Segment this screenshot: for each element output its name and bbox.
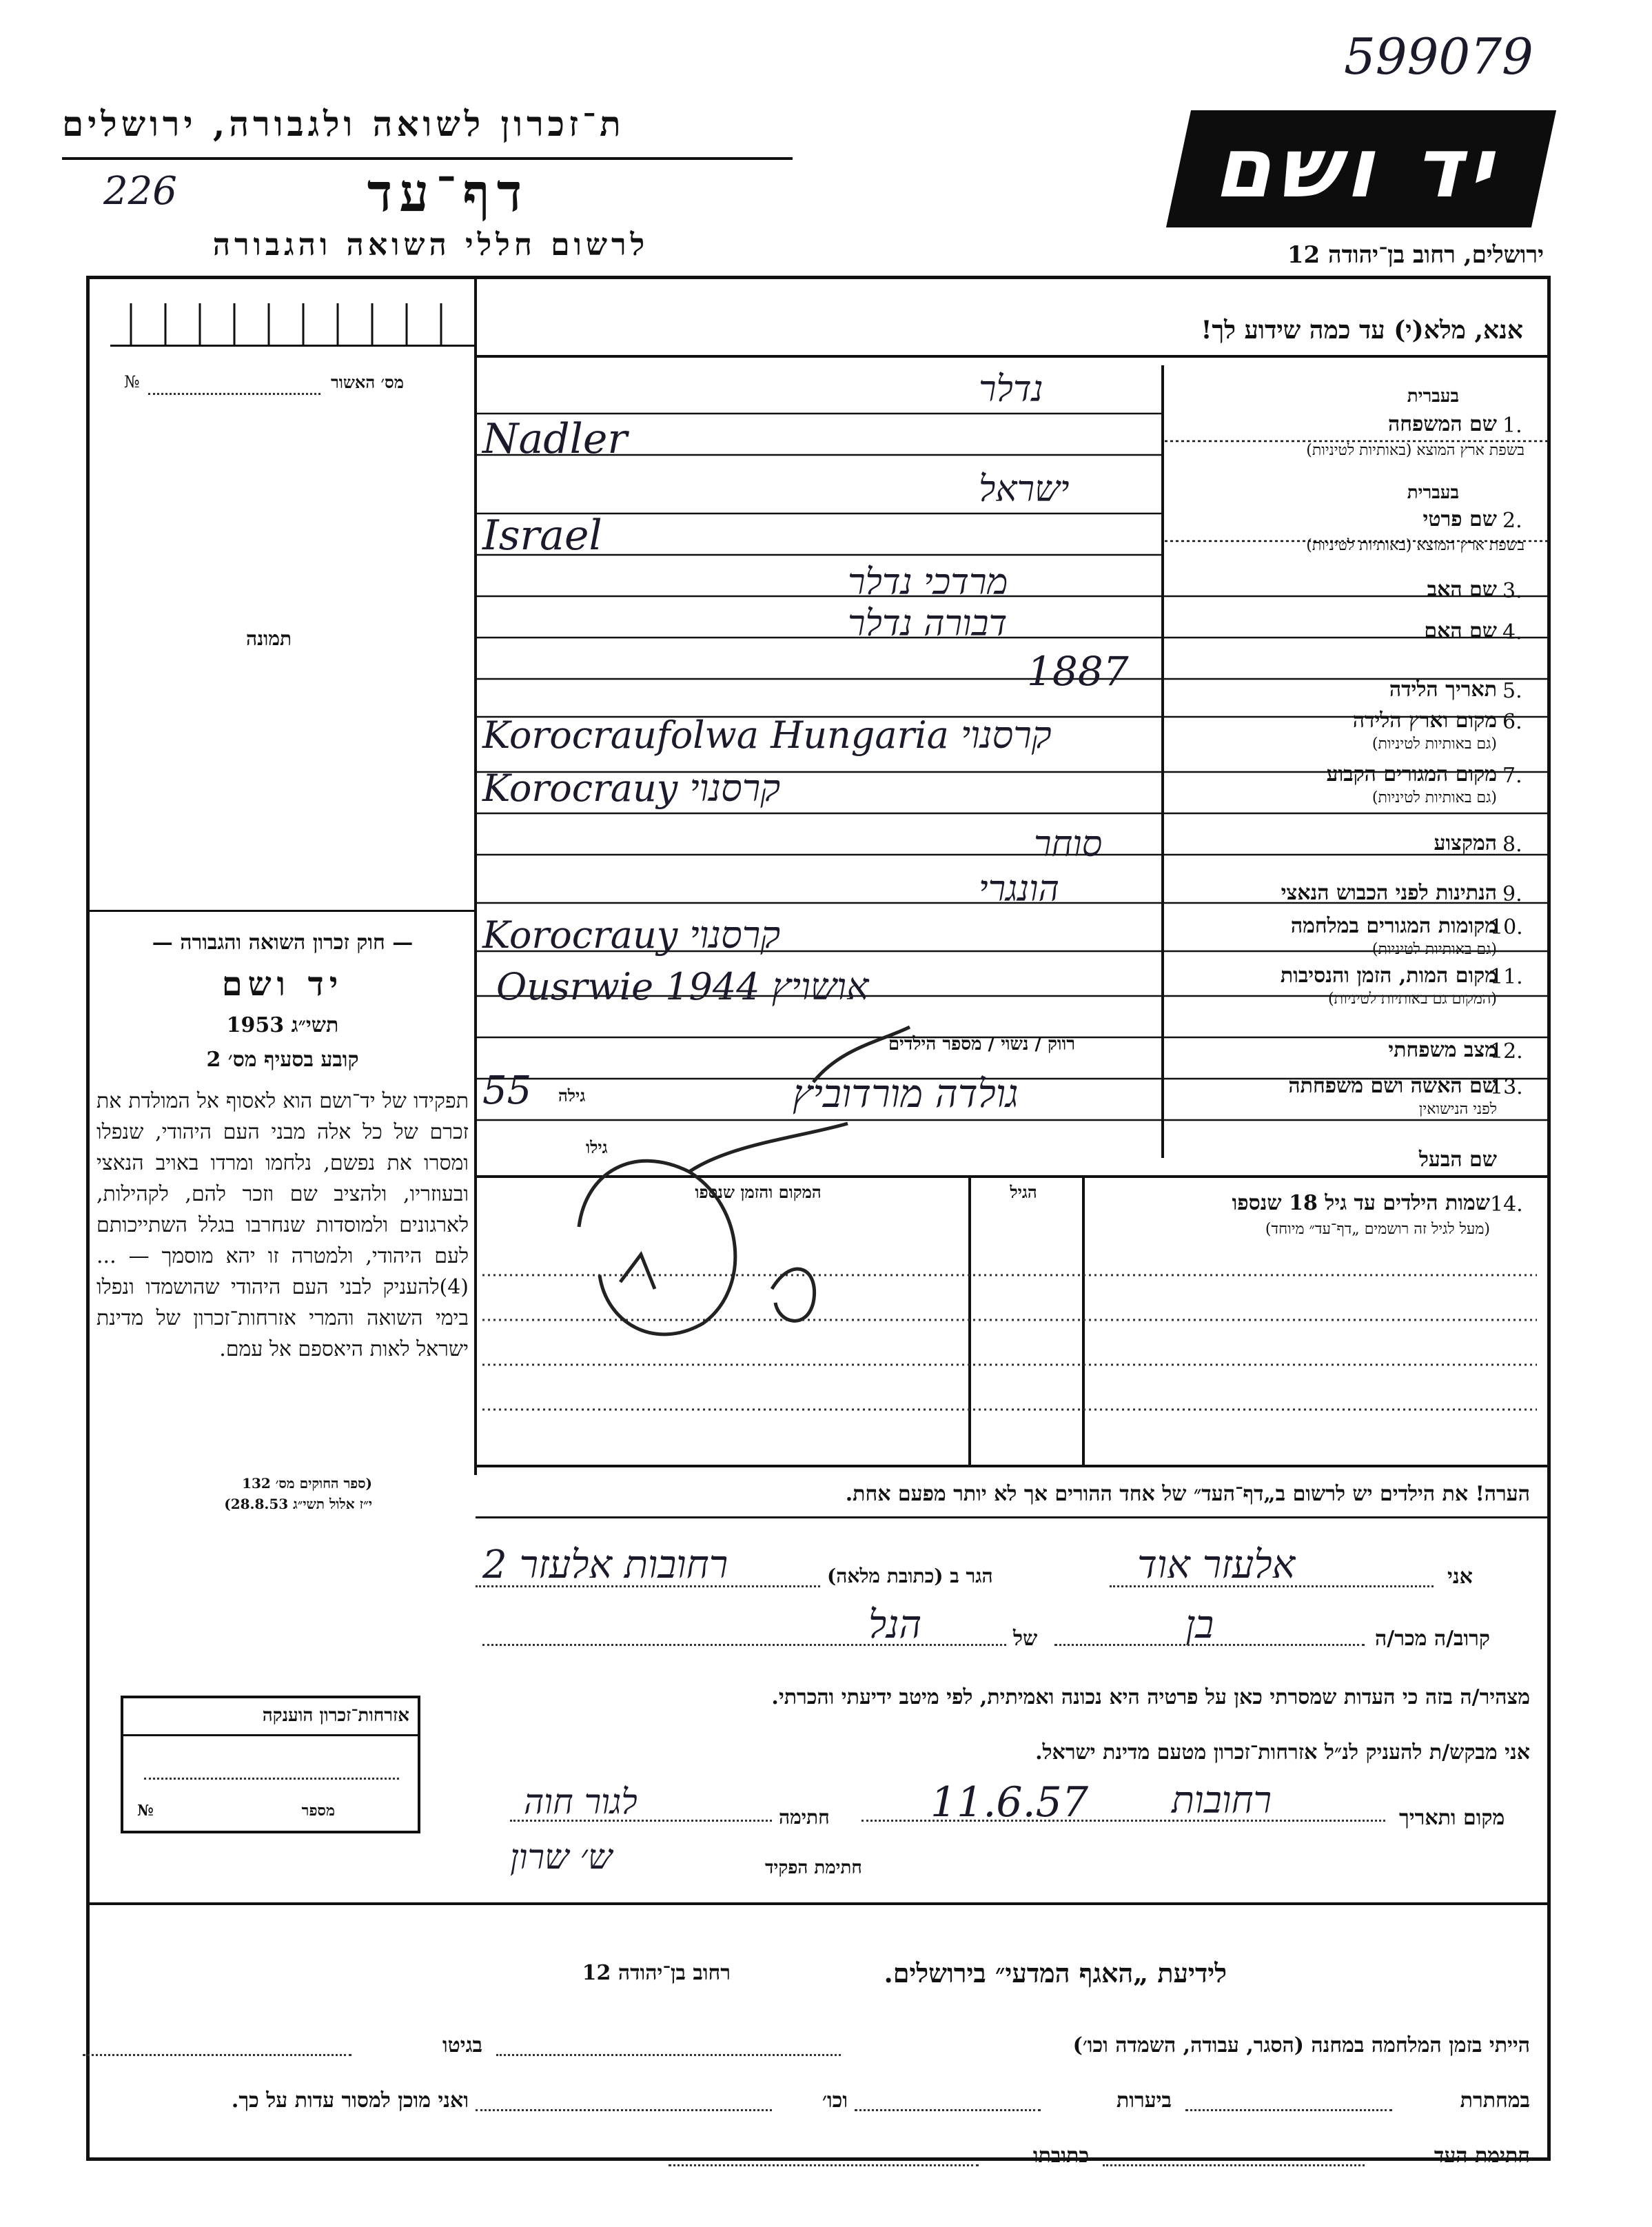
footer-line2-b: ביערות <box>1116 2088 1172 2113</box>
field-6-value[interactable]: Korocraufolwa Hungaria קרסנוי <box>482 713 1052 757</box>
field-13-label: שם האשה ושם משפחתה <box>1288 1074 1497 1098</box>
field-1-heb-value[interactable]: נדלר <box>979 369 1043 410</box>
yad-vashem-logo <box>1166 110 1556 227</box>
field-5-label: תאריך הלידה <box>1389 678 1497 702</box>
witness-resident-value[interactable]: רחובות אלעזר 2 <box>482 1543 728 1587</box>
intro-rule <box>476 355 1551 358</box>
field-5-num: 5. <box>1502 679 1522 703</box>
field-2-heb-prefix: בעברית <box>1407 482 1459 503</box>
witness-relative-line <box>1054 1644 1365 1646</box>
field-1-heb-prefix: בעברית <box>1407 386 1459 407</box>
field-3-num: 3. <box>1502 579 1522 603</box>
witness-relative-label: קרוב/ה מכר/ה <box>1375 1627 1490 1651</box>
citizenship-line[interactable] <box>144 1778 399 1780</box>
witness-of-label: של <box>1013 1627 1038 1651</box>
field-4-num: 4. <box>1502 620 1522 644</box>
field-2-sub: בשפת ארץ המוצא (באותיות לטיניות) <box>1306 537 1524 554</box>
children-place-header: המקום והזמן שנספו <box>695 1182 822 1202</box>
field-11-num: 11. <box>1490 965 1523 989</box>
header-rule <box>62 157 793 160</box>
field-7-label: מקום המגורים הקבוע <box>1326 762 1497 786</box>
field-2-label: שם פרטי <box>1422 507 1497 531</box>
field-13-num: 13. <box>1490 1075 1523 1099</box>
field-3-value[interactable]: מרדכי נדלר <box>848 562 1008 603</box>
footer-address: רחוב בן־יהודה 12 <box>582 1961 731 1985</box>
witness-place-value[interactable]: רחובות <box>1172 1778 1272 1822</box>
field-13-age-label: גילה <box>558 1086 586 1106</box>
approval-no: № <box>124 372 140 391</box>
husband-label: שם הבעל <box>1418 1148 1497 1172</box>
witness-declare: מצהיר/ה בזה כי העדות שמסרתי כאן על פרטיה היא נכונה ואמיתית, לפי מיטב ידיעתי והכרתי. <box>771 1685 1530 1709</box>
children-label: שמות הילדים עד גיל 18 שנספו <box>1232 1191 1490 1215</box>
intro-text: אנא, מלא(י) עד כמה שידוע לך! <box>1201 316 1523 345</box>
witness-official-label: חתימת הפקיד <box>765 1858 862 1878</box>
field-12-label: מצב משפחתי <box>1388 1038 1497 1062</box>
form-subtitle: לרשום חללי השואה והגבורה <box>212 227 649 263</box>
field-4-label: שם האם <box>1424 619 1497 643</box>
witness-official-value[interactable]: ש׳ שרון <box>510 1837 613 1877</box>
law-name: יד ושם <box>221 965 344 1004</box>
witness-signature-line <box>510 1820 772 1822</box>
citizenship-box <box>121 1696 420 1833</box>
footer-address-field[interactable] <box>669 2164 979 2166</box>
photo-bottom-rule <box>88 910 474 912</box>
law-source-1: (ספר החוקים מס׳ 132 <box>242 1475 372 1492</box>
footer-line1-a: הייתי בזמן המלחמה במחנה (הסגר, עבודה, השמדה וכו׳) <box>1072 2033 1530 2057</box>
citizenship-no-label: מספר <box>301 1802 335 1820</box>
field-9-value[interactable]: הונגרי <box>979 868 1060 910</box>
law-text: תפקידו של יד־ושם הוא לאסוף אל המולדת את זכרם של כל אלה מבני העם היהודי, שנפלו ומסרו את נפשם, נלחמו ומרדו באויב הנאצי ובעוזריו, ולהציב שם וזכר להם, לקהילות, לארגונים ולמוסדות שנחרבו בגלל השתייכותם לעם היהודי, ולמטרה זו יהא מוסמך — ...(4)להעניק לבני העם היהודי שהושמדו ונפלו בימי השואה והמרי אזרחות־זכרון של מדינת ישראל לאות היאספם אל עמם. <box>96 1089 469 1361</box>
field-11-value[interactable]: Ousrwie 1944 אושויץ <box>496 965 869 1008</box>
witness-request: אני מבקש/ת להעניק לנ״ל אזרחות־זכרון מטעם מדינת ישראל. <box>1035 1740 1530 1765</box>
footer-camp-field[interactable] <box>496 2054 841 2056</box>
children-bottom-rule <box>476 1465 1551 1467</box>
field-8-num: 8. <box>1502 833 1522 857</box>
footer-ghetto-field[interactable] <box>83 2054 351 2056</box>
approval-boxes <box>110 296 476 347</box>
footer-line1-b: בגיטו <box>442 2033 482 2057</box>
citizenship-title-rule <box>123 1734 418 1736</box>
org-line: ת־זכרון לשואה ולגבורה, ירושלים <box>62 103 625 144</box>
children-num: 14. <box>1490 1192 1523 1217</box>
law-source-2: י״ז אלול תשי״ג 28.8.53) <box>224 1496 372 1512</box>
witness-i-line <box>1110 1585 1434 1587</box>
footer-title: לידיעת „האגף המדעי״ בירושלים. <box>884 1957 1227 1989</box>
approval-field[interactable] <box>148 393 320 395</box>
field-10-sub: (גם באותיות לטיניות) <box>1371 941 1497 958</box>
photo-label: תמונה <box>245 627 292 650</box>
law-title: — חוק זכרון השואה והגבורה — <box>152 931 414 955</box>
stamp-number: 599079 <box>1344 28 1533 85</box>
footer-underground-field[interactable] <box>1185 2109 1392 2111</box>
field-8-label: המקצוע <box>1434 831 1497 855</box>
witness-of-value[interactable]: הנל <box>868 1603 922 1647</box>
field-6-sub: (גם באותיות לטיניות) <box>1371 735 1497 753</box>
approval-ticks <box>110 296 476 345</box>
footer-signature-field[interactable] <box>1103 2164 1365 2166</box>
note-text: הערה! את הילדים יש לרשום ב„דף־העד״ של אחד ההורים אך לא יותר מפעם אחת. <box>845 1482 1530 1506</box>
footer-etc-field[interactable] <box>476 2109 772 2111</box>
field-1-label: שם המשפחה <box>1387 412 1497 436</box>
field-9-num: 9. <box>1502 882 1522 906</box>
logo-text: יד ושם <box>1209 121 1513 216</box>
footer-line2-a: במחתרת <box>1460 2088 1530 2113</box>
field-8-value[interactable]: סוחר <box>1034 824 1103 865</box>
citizenship-title: אזרחות־זכרון הוענקה <box>262 1705 409 1726</box>
field-2-heb-value[interactable]: ישראל <box>979 469 1070 510</box>
witness-i-value[interactable]: אלעזר אוד <box>1137 1543 1296 1587</box>
law-year: תשי״ג 1953 <box>226 1013 339 1037</box>
field-11-label: מקום המות, הזמן והנסיבות <box>1280 964 1497 988</box>
note-rule <box>476 1516 1551 1518</box>
scribble-mark <box>524 965 1041 1351</box>
footer-rule <box>88 1902 1549 1905</box>
field-5-value[interactable]: 1887 <box>1027 648 1129 695</box>
field-7-value[interactable]: Korocrauy קרסנוי <box>482 766 781 810</box>
witness-i-label: אני <box>1447 1565 1473 1589</box>
page-number: 226 <box>103 169 177 214</box>
footer-line2-d: ואני מוכן למסור עדות על כך. <box>231 2088 469 2113</box>
witness-signature-label: חתימה <box>779 1806 830 1829</box>
form-title: דף־עד <box>367 162 529 223</box>
field-13-sub: לפני הנישואין <box>1418 1101 1497 1118</box>
field-11-sub: (המקום גם באותיות לטיניות) <box>1328 990 1497 1008</box>
address: ירושלים, רחוב בן־יהודה 12 <box>1287 241 1544 269</box>
field-6-num: 6. <box>1502 710 1522 734</box>
field-10-num: 10. <box>1490 915 1523 939</box>
field-2-lat-value[interactable]: Israel <box>482 511 602 560</box>
field-9-label: הנתינות לפני הכבוש הנאצי <box>1281 881 1497 905</box>
children-sub: (מעל לגיל זה רושמים „דף־עד״ מיוחד) <box>1265 1221 1490 1238</box>
footer-forest-field[interactable] <box>855 2109 1041 2111</box>
husband-age-label: גילו <box>586 1137 608 1157</box>
field-4-value[interactable]: דבורה נדלר <box>848 603 1008 644</box>
witness-of-line <box>482 1644 1006 1646</box>
field-6-label: מקום וארץ הלידה <box>1352 709 1497 733</box>
field-12-value[interactable]: רווק / נשוי / מספר הילדים <box>888 1034 1075 1055</box>
field-1-lat-value[interactable]: Nadler <box>482 415 628 463</box>
children-age-header: הגיל <box>1010 1182 1037 1202</box>
field-10-value[interactable]: Korocrauy קרסנוי <box>482 913 781 957</box>
footer-line3-a: חתימת העד <box>1434 2144 1530 2168</box>
field-2-num: 2. <box>1502 509 1522 533</box>
footer-line3-b: כתובתו <box>1032 2144 1089 2168</box>
field-13-value[interactable]: גולדה מורדוביץ <box>793 1072 1019 1117</box>
witness-place-date-line <box>861 1820 1385 1822</box>
witness-place-date-label: מקום ותאריך <box>1399 1806 1505 1830</box>
field-1-sub: בשפת ארץ המוצא (באותיות לטיניות) <box>1306 442 1524 459</box>
witness-date-value[interactable]: 11.6.57 <box>930 1778 1089 1827</box>
field-3-label: שם האב <box>1427 578 1497 602</box>
field-12-num: 12. <box>1490 1039 1523 1064</box>
field-10-label: מקומות המגורים במלחמה <box>1290 914 1497 938</box>
law-section: קובע בסעיף מס׳ 2 <box>206 1048 359 1072</box>
field-7-sub: (גם באותיות לטיניות) <box>1371 789 1497 806</box>
witness-resident-label: הגר ב (כתובת מלאה) <box>827 1565 993 1587</box>
witness-relative-value[interactable]: בן <box>1185 1603 1214 1647</box>
witness-signature-value[interactable]: לגור חוה <box>524 1782 638 1822</box>
footer-line2-c: וכו׳ <box>822 2088 848 2113</box>
citizenship-no: № <box>137 1802 154 1820</box>
approval-label: מס׳ האשור <box>331 372 404 392</box>
field-1-num: 1. <box>1502 414 1522 438</box>
witness-resident-line <box>476 1585 820 1587</box>
field-7-num: 7. <box>1502 764 1522 788</box>
field-13-age-value[interactable]: 55 <box>482 1068 532 1113</box>
